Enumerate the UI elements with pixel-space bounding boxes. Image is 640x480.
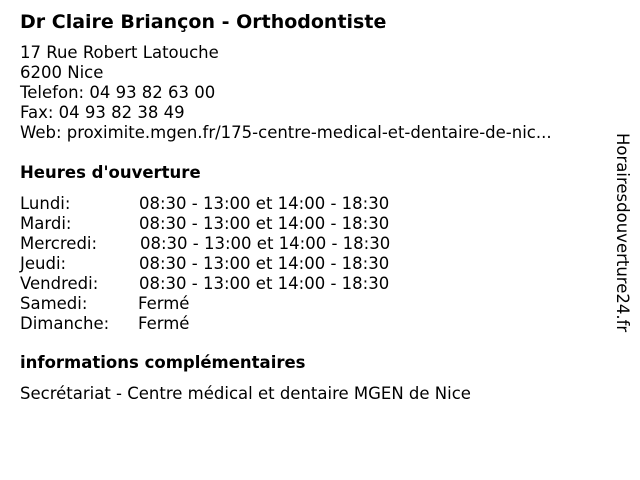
day-hours: 08:30 - 13:00 et 14:00 - 18:30: [139, 214, 390, 233]
business-title: Dr Claire Briançon - Orthodontiste: [20, 11, 387, 33]
day-hours: 08:30 - 13:00 et 14:00 - 18:30: [139, 254, 390, 273]
day-label: Mardi:: [20, 214, 72, 233]
hours-heading: Heures d'ouverture: [20, 163, 201, 182]
phone-number: Telefon: 04 93 82 63 00: [20, 83, 216, 102]
info-heading: informations complémentaires: [20, 353, 306, 372]
address-street: 17 Rue Robert Latouche: [20, 43, 219, 62]
website-link[interactable]: Web: proximite.mgen.fr/175-centre-medical-et-dentaire-de-nic...: [20, 123, 552, 142]
day-hours: Fermé: [138, 314, 190, 333]
day-label: Vendredi:: [20, 274, 99, 293]
day-label: Jeudi:: [20, 254, 67, 273]
day-label: Lundi:: [20, 194, 71, 213]
day-label: Mercredi:: [20, 234, 98, 253]
site-watermark: Horairesdouverture24.fr: [613, 133, 632, 333]
day-hours: 08:30 - 13:00 et 14:00 - 18:30: [139, 274, 390, 293]
day-hours: 08:30 - 13:00 et 14:00 - 18:30: [139, 194, 390, 213]
fax-number: Fax: 04 93 82 38 49: [20, 103, 185, 122]
contact-details: [20, 43, 552, 143]
address-city: 6200 Nice: [20, 63, 104, 82]
day-label: Dimanche:: [20, 314, 110, 333]
day-label: Samedi:: [20, 294, 88, 313]
info-text: Secrétariat - Centre médical et dentaire MGEN de Nice: [20, 384, 471, 403]
day-hours: Fermé: [138, 294, 190, 313]
day-hours: 08:30 - 13:00 et 14:00 - 18:30: [140, 234, 391, 253]
